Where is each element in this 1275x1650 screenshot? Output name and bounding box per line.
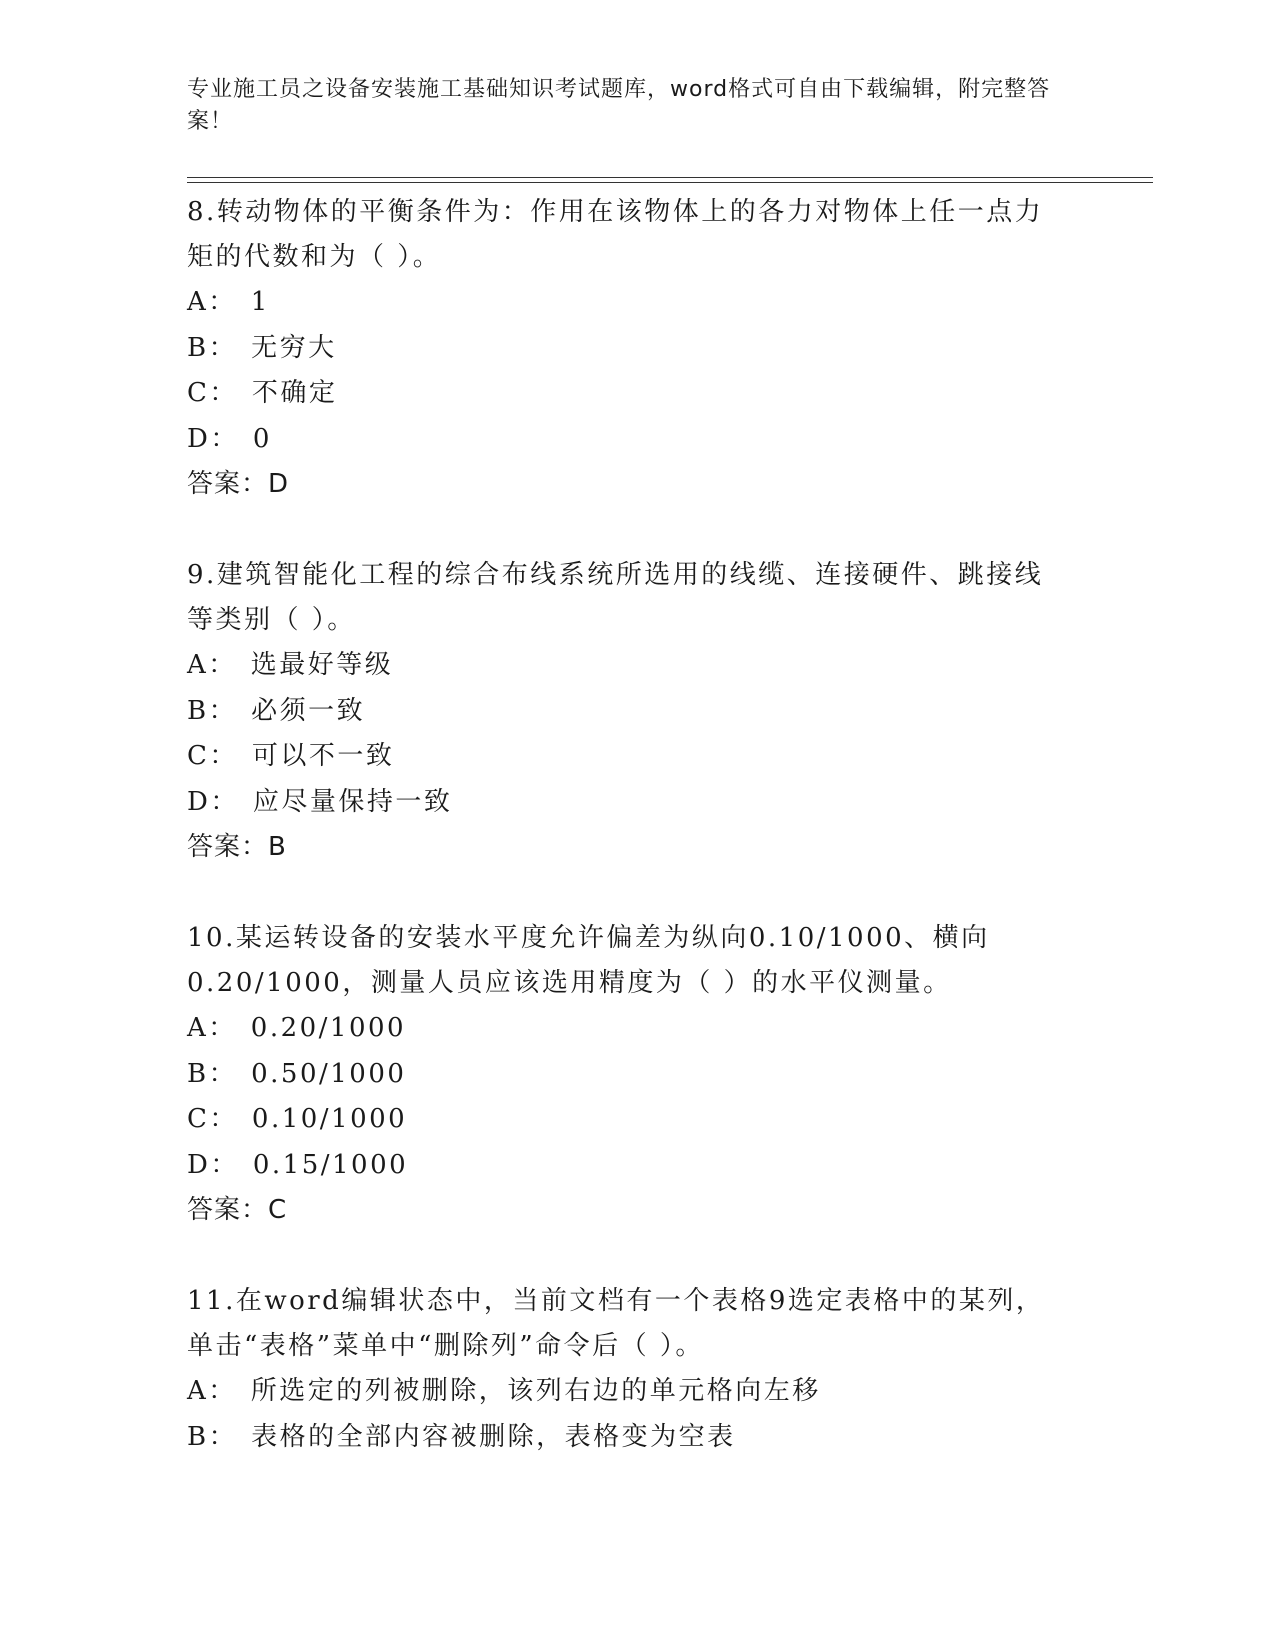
question-list bbox=[187, 190, 1067, 1460]
option-key: A： bbox=[187, 287, 237, 317]
option-key: C： bbox=[187, 741, 238, 771]
header-divider-bottom bbox=[187, 182, 1153, 183]
option-a bbox=[187, 280, 1067, 326]
option-value: 1 bbox=[250, 287, 270, 317]
option-value: 无穷大 bbox=[251, 332, 337, 363]
option-key: A： bbox=[187, 650, 237, 680]
option-value: 0.10/1000 bbox=[251, 1104, 408, 1134]
option-c bbox=[187, 734, 1067, 780]
option-key: A： bbox=[187, 1013, 237, 1043]
document-intro: 专业施工员之设备安装施工基础知识考试题库，word格式可自由下载编辑，附完整答案！ bbox=[187, 77, 1051, 134]
option-d bbox=[187, 780, 1067, 826]
question-stem: 8.转动物体的平衡条件为：作用在该物体上的各力对物体上任一点力矩的代数和为（ ）。 bbox=[187, 197, 1044, 272]
option-a bbox=[187, 1006, 1067, 1052]
option-a bbox=[187, 1369, 1067, 1415]
option-value: 选最好等级 bbox=[250, 650, 394, 680]
option-value: 0.20/1000 bbox=[250, 1013, 407, 1043]
question-9 bbox=[187, 553, 1067, 870]
option-b bbox=[187, 1415, 1067, 1461]
option-value: 应尽量保持一致 bbox=[252, 786, 453, 817]
question-11 bbox=[187, 1279, 1067, 1460]
option-value: 0.15/1000 bbox=[252, 1149, 409, 1180]
option-key: D： bbox=[187, 786, 239, 817]
option-c bbox=[187, 371, 1067, 417]
option-value: 可以不一致 bbox=[251, 741, 395, 771]
answer-label: 答案：C bbox=[187, 1195, 288, 1225]
option-key: B： bbox=[187, 332, 238, 363]
option-key: B： bbox=[187, 1058, 238, 1089]
option-a bbox=[187, 643, 1067, 689]
option-key: D： bbox=[187, 423, 239, 454]
option-b bbox=[187, 689, 1067, 735]
option-key: A： bbox=[187, 1376, 237, 1406]
option-value: 不确定 bbox=[251, 378, 338, 408]
question-10 bbox=[187, 916, 1067, 1233]
question-stem: 9.建筑智能化工程的综合布线系统所选用的线缆、连接硬件、跳接线等类别（ ）。 bbox=[187, 560, 1044, 635]
spacer bbox=[187, 507, 1067, 553]
option-value: 所选定的列被删除，该列右边的单元格向左移 bbox=[250, 1376, 821, 1406]
option-b bbox=[187, 326, 1067, 372]
spacer bbox=[187, 1233, 1067, 1279]
option-key: B： bbox=[187, 1421, 238, 1452]
question-stem: 11.在word编辑状态中，当前文档有一个表格9选定表格中的某列，单击“表格”菜单中“删除列”命令后（ ）。 bbox=[187, 1286, 1045, 1361]
option-key: C： bbox=[187, 378, 238, 408]
option-value: 表格的全部内容被删除，表格变为空表 bbox=[251, 1421, 736, 1452]
question-8 bbox=[187, 190, 1067, 507]
answer-label: 答案：D bbox=[187, 469, 290, 499]
option-key: C： bbox=[187, 1104, 238, 1134]
option-key: D： bbox=[187, 1149, 239, 1180]
option-value: 0.50/1000 bbox=[251, 1058, 407, 1089]
option-key: B： bbox=[187, 695, 238, 726]
spacer bbox=[187, 870, 1067, 916]
question-stem: 10.某运转设备的安装水平度允许偏差为纵向0.10/1000、横向0.20/1000，测量人员应该选用精度为（ ）的水平仪测量。 bbox=[187, 923, 990, 998]
option-value: 必须一致 bbox=[251, 695, 366, 726]
option-d bbox=[187, 1143, 1067, 1189]
header-divider-top bbox=[187, 177, 1153, 178]
option-c bbox=[187, 1097, 1067, 1143]
option-value: 0 bbox=[252, 423, 272, 454]
option-b bbox=[187, 1052, 1067, 1098]
answer-label: 答案：B bbox=[187, 832, 287, 862]
option-d bbox=[187, 417, 1067, 463]
